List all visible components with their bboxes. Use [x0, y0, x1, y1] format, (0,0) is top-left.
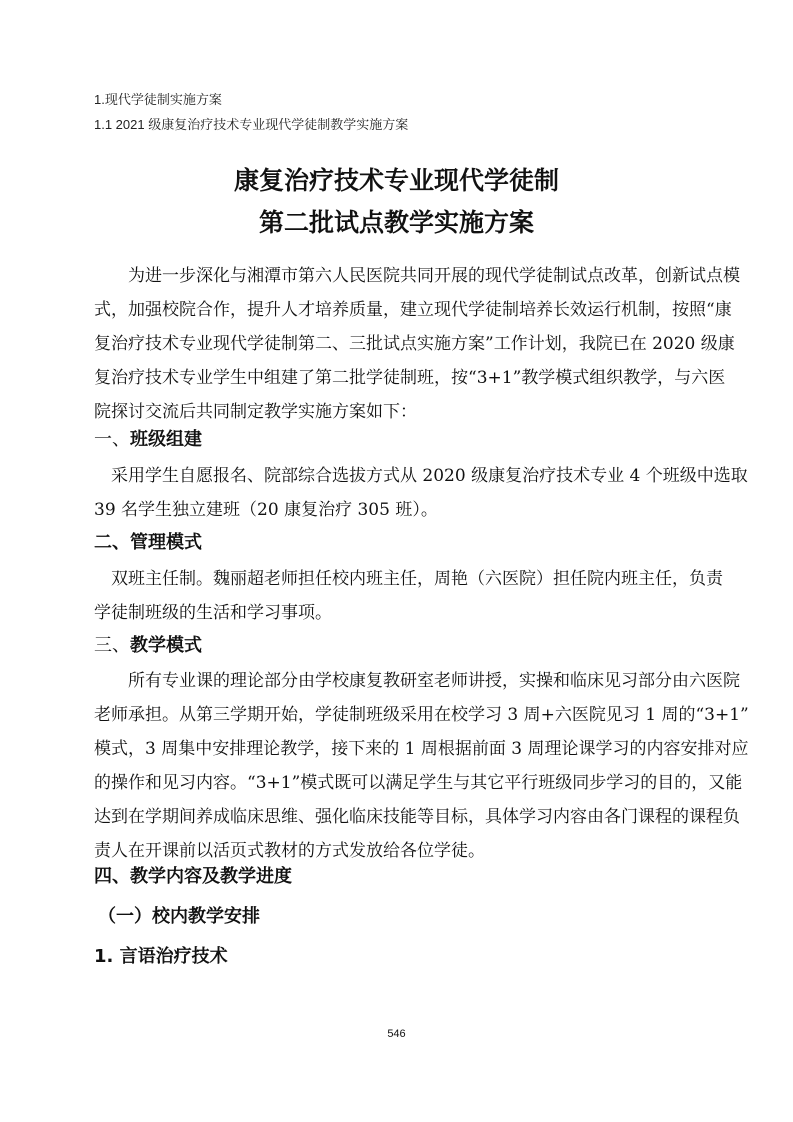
text-line: 责人在开课前以活页式教材的方式发放给各位学徒。 — [94, 841, 485, 861]
text-line: 为进一步深化与湘潭市第六人民医院共同开展的现代学徒制试点改革，创新试点模 — [94, 266, 740, 286]
section-2-heading — [94, 530, 202, 556]
intro-paragraph — [94, 259, 740, 429]
item-title: 1. 言语治疗技术 — [94, 946, 228, 967]
section-3-prefix: 三、 — [94, 635, 130, 656]
section-3-heading — [94, 633, 202, 659]
page-number: 546 — [387, 1028, 406, 1040]
text-line: 老师承担。从第三学期开始，学徒制班级采用在校学习 3 周+六医院见习 1 周的“3+1” — [94, 705, 749, 725]
text-line: 39 名学生独立建班（20 康复治疗 305 班）。 — [94, 500, 438, 520]
text-line: 复治疗技术专业现代学徒制第二、三批试点实施方案”工作计划，我院已在 2020 级康 — [94, 334, 735, 354]
text-line: 所有专业课的理论部分由学校康复教研室老师讲授，实操和临床见习部分由六医院 — [94, 671, 740, 691]
text-line: 模式，3 周集中安排理论教学，接下来的 1 周根据前面 3 周理论课学习的内容安排对应 — [94, 739, 749, 759]
title-line-2: 第二批试点教学实施方案 — [258, 208, 534, 237]
text-line: 学徒制班级的生活和学习事项。 — [94, 603, 332, 623]
section-4-title: 四、教学内容及教学进度 — [94, 866, 292, 887]
section-1-prefix: 一、 — [94, 429, 130, 450]
item-heading — [94, 944, 228, 970]
title-line-1: 康复治疗技术专业现代学徒制 — [233, 166, 559, 195]
text-line: 式，加强校院合作，提升人才培养质量，建立现代学徒制培养长效运行机制，按照“康 — [94, 300, 732, 320]
header-line-2: 1.1 2021 级康复治疗技术专业现代学徒制教学实施方案 — [94, 117, 409, 132]
section-1-title: 班级组建 — [130, 429, 202, 450]
section-3-paragraph — [94, 664, 749, 868]
section-2-title: 管理模式 — [130, 532, 202, 553]
section-3-title: 教学模式 — [130, 635, 202, 656]
section-2-prefix: 二、 — [94, 532, 130, 553]
text-line: 的操作和见习内容。“3+1”模式既可以满足学生与其它平行班级同步学习的目的，又能 — [94, 773, 743, 793]
text-line: 复治疗技术专业学生中组建了第二批学徒制班，按“3+1”教学模式组织教学，与六医 — [94, 368, 726, 388]
section-2-paragraph — [94, 562, 723, 630]
section-1-heading — [94, 427, 202, 453]
section-4-heading — [94, 864, 292, 890]
header-line-1: 1.现代学徒制实施方案 — [94, 92, 222, 107]
text-line: 采用学生自愿报名、院部综合选拔方式从 2020 级康复治疗技术专业 4 个班级中选取 — [94, 466, 748, 486]
subsection-title: （一）校内教学安排 — [98, 906, 260, 927]
section-1-paragraph — [94, 459, 748, 527]
subsection-heading — [98, 904, 260, 930]
text-line: 双班主任制。魏丽超老师担任校内班主任，周艳（六医院）担任院内班主任，负责 — [94, 569, 723, 589]
text-line: 达到在学期间养成临床思维、强化临床技能等目标，具体学习内容由各门课程的课程负 — [94, 807, 740, 827]
text-line: 院探讨交流后共同制定教学实施方案如下： — [94, 402, 417, 422]
